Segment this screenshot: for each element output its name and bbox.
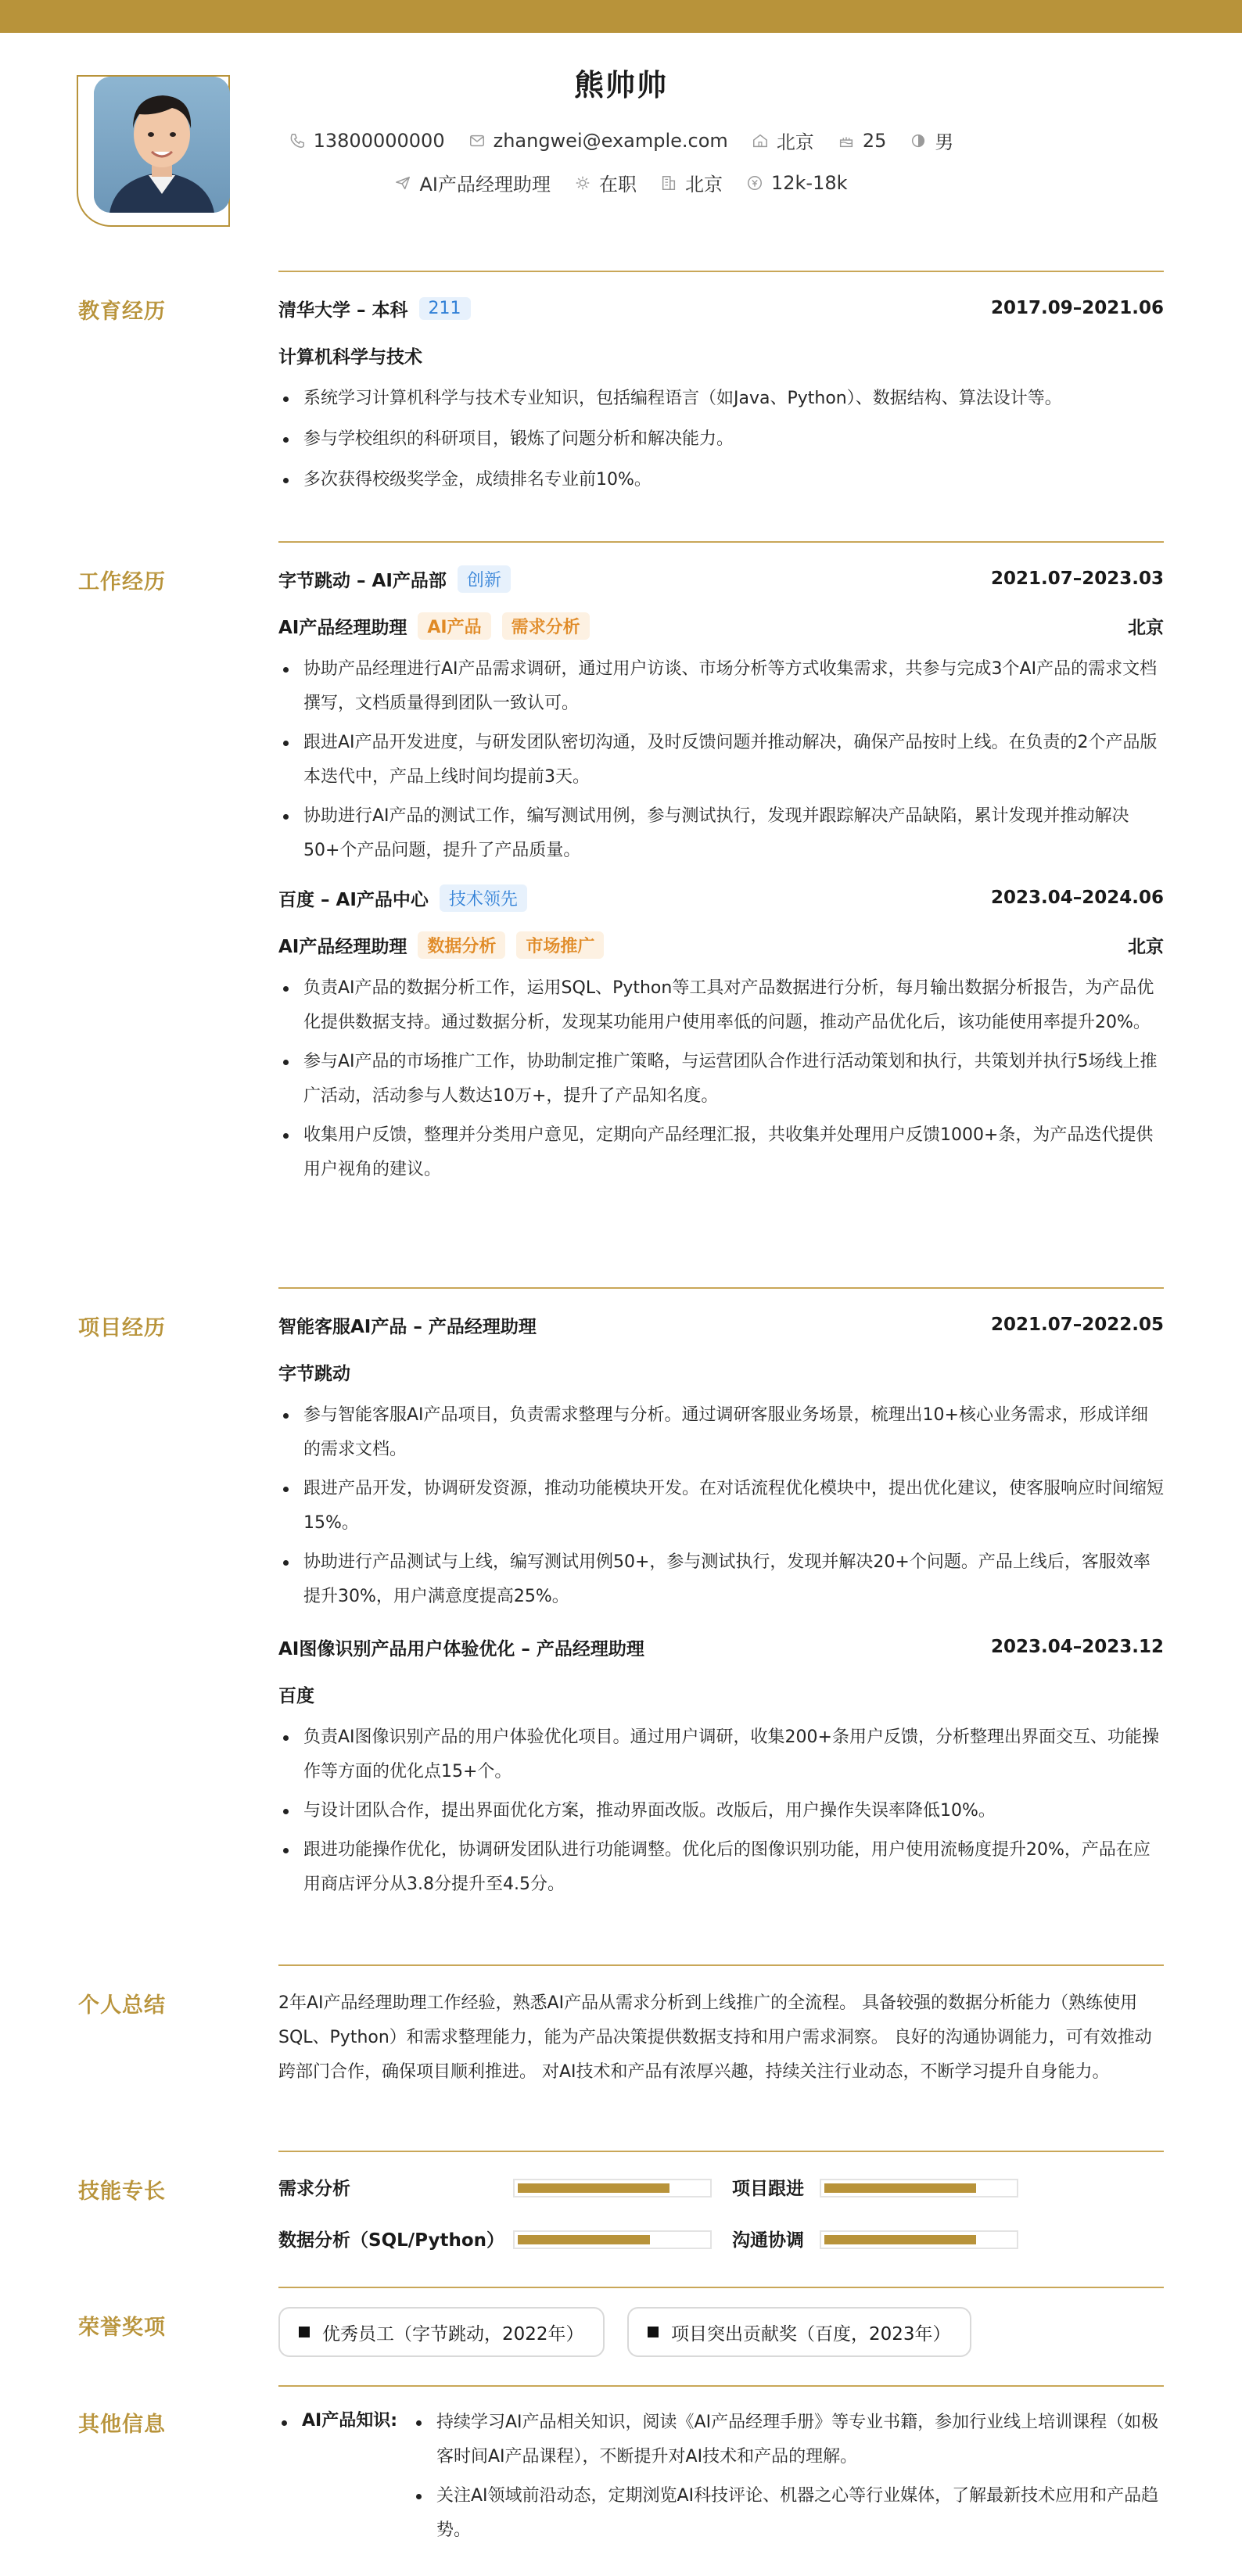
section-title: 其他信息 (78, 2413, 166, 2437)
section-divider (278, 2151, 1164, 2152)
education-header-row (278, 294, 1164, 322)
project-org: 百度 (278, 1685, 314, 1706)
summary-text: 2年AI产品经理助理工作经验，熟悉AI产品从需求分析到上线推广的全流程。 具备较强的数据分析能力（熟练使用SQL、Python）和需求整理能力，能为产品决策提供数据支持和用户需求洞察。 良好的沟通协调能力，可有效推动跨部门合作，确保项目顺利推进。 对AI技术和产品有浓厚兴趣，持续关注行业动态，不断学习提升自身能力。 (278, 1993, 1152, 2082)
job-location: 北京 (1128, 617, 1164, 638)
email-text: zhangwei@example.com (493, 129, 728, 152)
location-item (752, 127, 814, 154)
square-bullet-icon (648, 2327, 659, 2337)
company-name: 字节跳动 – AI产品部 (278, 570, 447, 591)
education-bullets (278, 382, 1164, 497)
money-icon (746, 174, 763, 192)
section-divider (278, 541, 1164, 543)
skill-name: 需求分析 (278, 2179, 350, 2199)
job-header-row (278, 884, 1164, 912)
list-item: 跟进产品开发，协调研发资源，推动功能模块开发。在对话流程优化模块中，提出优化建议，使客服响应时间缩短15%。 (278, 1472, 1164, 1541)
job-location: 北京 (1128, 936, 1164, 957)
project-date: 2021.07–2022.05 (990, 1315, 1164, 1335)
company-tag: 创新 (458, 565, 511, 593)
job-intent-row (0, 169, 1242, 196)
skill-bar-fill (824, 2235, 976, 2244)
gender-icon (910, 132, 927, 149)
status-item (574, 169, 637, 196)
role-tag: AI产品 (418, 612, 490, 640)
major-row (278, 341, 1164, 369)
section-divider (278, 271, 1164, 272)
skill-bar (820, 2230, 1018, 2249)
age-item (838, 130, 887, 152)
phone-item (289, 130, 445, 152)
skill-bar (820, 2179, 1018, 2197)
role-tag: 需求分析 (502, 612, 590, 640)
status-text: 在职 (598, 174, 637, 196)
section-divider (278, 2385, 1164, 2387)
skills-section (0, 2151, 1242, 2251)
skills-content (278, 2174, 1164, 2268)
candidate-name: 熊帅帅 (573, 68, 668, 102)
other-bullets (411, 2406, 1164, 2548)
job-role-row (278, 612, 1164, 640)
project-bullets (278, 1398, 1164, 1614)
section-title: 技能专长 (78, 2180, 166, 2204)
project-org: 字节跳动 (278, 1363, 350, 1384)
section-divider (278, 2287, 1164, 2288)
project-bullets (278, 1720, 1164, 1902)
skill-name: 沟通协调 (732, 2230, 804, 2251)
section-title: 荣誉奖项 (78, 2316, 166, 2340)
project-name: 智能客服AI产品 – 产品经理助理 (278, 1316, 537, 1337)
list-item: 负责AI图像识别产品的用户体验优化项目。通过用户调研，收集200+条用户反馈，分析整理出界面交互、功能操作等方面的优化点15+个。 (278, 1720, 1164, 1789)
list-item: 跟进AI产品开发进度，与研发团队密切沟通，及时反馈问题并推动解决，确保产品按时上线。在负责的2个产品版本迭代中，产品上线时间均提前3天。 (278, 726, 1164, 795)
list-item: 跟进功能操作优化，协调研发团队进行功能调整。优化后的图像识别功能，用户使用流畅度提升20%，产品在应用商店评分从3.8分提升至4.5分。 (278, 1833, 1164, 1902)
contact-row (0, 127, 1242, 154)
position-item (394, 169, 551, 196)
other-label: AI产品知识: (302, 2407, 397, 2431)
list-item: 参与学校组织的科研项目，锻炼了问题分析和解决能力。 (278, 422, 1164, 457)
skill-bar-fill (824, 2183, 976, 2193)
phone-text: 13800000000 (313, 129, 445, 152)
section-title: 个人总结 (78, 1993, 166, 2018)
phone-icon (289, 132, 306, 149)
city-item (660, 169, 723, 196)
award-item (278, 2307, 605, 2357)
skill-bar-fill (518, 2235, 650, 2244)
list-item: 协助进行产品测试与上线，编写测试用例50+，参与测试执行，发现并解决20+个问题。产品上线后，客服效率提升30%，用户满意度提高25%。 (278, 1545, 1164, 1614)
list-item: 协助产品经理进行AI产品需求调研，通过用户访谈、市场分析等方式收集需求，共参与完成3个AI产品的需求文档撰写，文档质量得到团队一致认可。 (278, 652, 1164, 721)
city-text: 北京 (684, 174, 723, 196)
list-item: 持续学习AI产品相关知识，阅读《AI产品经理手册》等专业书籍，参加行业线上培训课程（如极客时间AI产品课程），不断提升对AI技术和产品的理解。 (411, 2406, 1164, 2474)
project-name: AI图像识别产品用户体验优化 – 产品经理助理 (278, 1638, 644, 1659)
job-date: 2021.07–2023.03 (990, 569, 1164, 589)
job-header-row (278, 565, 1164, 593)
awards-content (278, 2307, 1164, 2362)
skill-bar (513, 2179, 712, 2197)
list-item: 负责AI产品的数据分析工作，运用SQL、Python等工具对产品数据进行分析，每月输出数据分析报告，为产品优化提供数据支持。通过数据分析，发现某功能用户使用率低的问题，推动产品优化后，该功能使用率提升20%。 (278, 971, 1164, 1040)
skill-bar (513, 2230, 712, 2249)
mail-icon (468, 132, 486, 149)
list-item: 协助进行AI产品的测试工作，编写测试用例，参与测试执行，发现并跟踪解决产品缺陷，累计发现并推动解决50+个产品问题，提升了产品质量。 (278, 799, 1164, 868)
job-role: AI产品经理助理 (278, 936, 407, 957)
list-item: 系统学习计算机科学与技术专业知识，包括编程语言（如Java、Python）、数据结构、算法设计等。 (278, 382, 1164, 416)
award-text: 优秀员工（字节跳动，2022年） (322, 2323, 584, 2345)
other-content (278, 2407, 1164, 2563)
send-icon (394, 174, 411, 192)
major-name: 计算机科学与技术 (278, 346, 422, 368)
list-item: 关注AI领域前沿动态，定期浏览AI科技评论、机器之心等行业媒体，了解最新技术应用和产品趋势。 (411, 2479, 1164, 2548)
section-divider (278, 1964, 1164, 1966)
square-bullet-icon (299, 2327, 310, 2337)
building-icon (660, 174, 677, 192)
gender-item (910, 127, 953, 154)
section-title: 项目经历 (78, 1316, 166, 1340)
role-tag: 市场推广 (516, 931, 604, 959)
salary-text: 12k-18k (770, 171, 848, 194)
job-role: AI产品经理助理 (278, 617, 407, 638)
school-tag: 211 (419, 297, 471, 320)
job-role-row (278, 931, 1164, 959)
list-item: 参与智能客服AI产品项目，负责需求整理与分析。通过调研客服业务场景，梳理出10+核心业务需求，形成详细的需求文档。 (278, 1398, 1164, 1467)
skill-name: 项目跟进 (732, 2179, 804, 2199)
age-text: 25 (862, 129, 887, 152)
company-name: 百度 – AI产品中心 (278, 889, 429, 910)
salary-item (746, 172, 848, 194)
job-date: 2023.04–2024.06 (990, 888, 1164, 908)
skill-bar-fill (518, 2183, 669, 2193)
project-org-row (278, 1358, 1164, 1386)
role-tag: 数据分析 (418, 931, 505, 959)
list-item: 多次获得校级奖学金，成绩排名专业前10%。 (278, 463, 1164, 497)
award-text: 项目突出贡献奖（百度，2023年） (671, 2323, 951, 2345)
job-bullets (278, 652, 1164, 868)
section-title: 教育经历 (78, 300, 166, 324)
top-accent-bar (0, 0, 1242, 33)
home-icon (752, 132, 769, 149)
list-item: 收集用户反馈，整理并分类用户意见，定期向产品经理汇报，共收集并处理用户反馈1000+条，为产品迭代提供用户视角的建议。 (278, 1118, 1164, 1187)
section-divider (278, 1287, 1164, 1289)
section-title: 工作经历 (78, 570, 166, 594)
project-org-row (278, 1680, 1164, 1708)
email-item (468, 130, 728, 152)
project-header-row (278, 1311, 1164, 1339)
education-date: 2017.09–2021.06 (990, 298, 1164, 318)
location-text: 北京 (776, 131, 814, 153)
skill-name: 数据分析（SQL/Python） (278, 2230, 504, 2251)
projects-content (278, 1311, 1164, 1902)
gender-text: 男 (935, 131, 954, 153)
award-item (627, 2307, 971, 2357)
company-tag: 技术领先 (440, 884, 527, 912)
cake-icon (838, 132, 855, 149)
job-bullets (278, 971, 1164, 1187)
school-name: 清华大学 – 本科 (278, 300, 408, 321)
work-content (278, 565, 1164, 1187)
project-date: 2023.04–2023.12 (990, 1637, 1164, 1657)
education-content (278, 294, 1164, 497)
status-icon (574, 174, 591, 192)
list-item: 参与AI产品的市场推广工作，协助制定推广策略，与运营团队合作进行活动策划和执行，共策划并执行5场线上推广活动，活动参与人数达10万+，提升了产品知名度。 (278, 1045, 1164, 1114)
project-header-row (278, 1633, 1164, 1661)
position-text: AI产品经理助理 (419, 174, 551, 196)
list-item: 与设计团队合作，提出界面优化方案，推动界面改版。改版后，用户操作失误率降低10%。 (278, 1794, 1164, 1828)
